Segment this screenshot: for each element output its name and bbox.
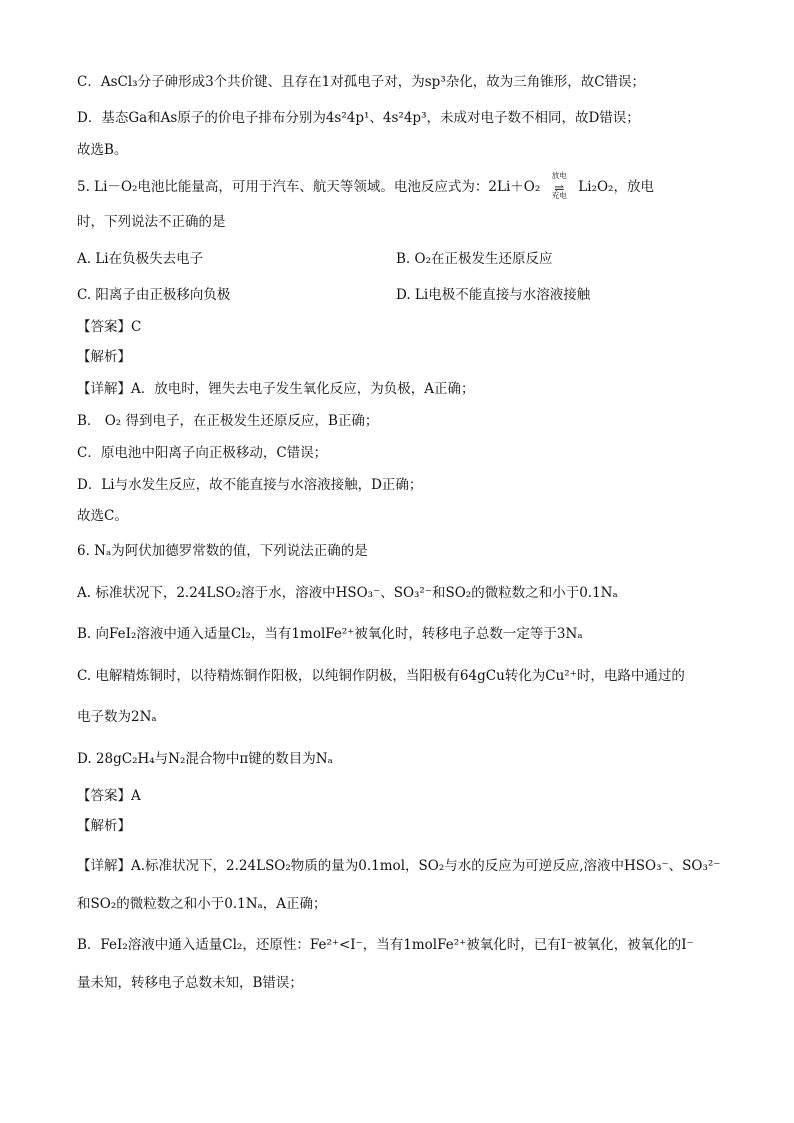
- q5-detail-c: C．原电池中阳离子向正极移动，C错误；: [77, 445, 328, 461]
- q6-option-a: A. 标准状况下，2.24LSO₂溶于水，溶液中HSO₃⁻、SO₃²⁻和SO₂的微粒数之和小于0.1Nₐ: [77, 585, 618, 601]
- q6-option-d: D. 28gC₂H₄与N₂混合物中π键的数目为Nₐ: [77, 751, 333, 767]
- q6-option-c-cont: 电子数为2Nₐ: [77, 709, 157, 725]
- question-5-stem-cont: 时，下列说法不正确的是: [77, 214, 226, 230]
- q5-detail-a: 【详解】A．放电时，锂失去电子发生氧化反应，为负极，A正确；: [77, 381, 475, 397]
- q5-conclusion: 故选C。: [77, 508, 128, 524]
- q5-answer: 【答案】C: [77, 319, 142, 335]
- q5-option-c: C. 阳离子由正极移向负极: [77, 287, 231, 303]
- q5-option-d: D. Li电极不能直接与水溶液接触: [396, 287, 591, 303]
- q6-option-b: B. 向FeI₂溶液中通入适量Cl₂，当有1molFe²⁺被氧化时，转移电子总数一定等于3Nₐ: [77, 626, 583, 642]
- q6-answer: 【答案】A: [77, 788, 141, 804]
- option-c-explanation: C．AsCl₃分子砷形成3个共价键、且存在1对孤电子对，为sp³杂化，故为三角锥形，故C错误；: [77, 74, 646, 90]
- q5-option-a: A. Li在负极失去电子: [77, 251, 204, 267]
- q5-detail-b: B． O₂ 得到电子，在正极发生还原反应，B正确；: [77, 413, 379, 429]
- option-d-explanation: D．基态Ga和As原子的价电子排布分别为4s²4p¹、4s²4p³，未成对电子数不相同，故D错误；: [77, 110, 640, 126]
- q6-detail-b: B．FeI₂溶液中通入适量Cl₂，还原性：Fe²⁺<I⁻，当有1molFe²⁺被氧化时，已有I⁻被氧化，被氧化的I⁻: [77, 937, 694, 953]
- q5-detail-d: D．Li与水发生反应，故不能直接与水溶液接触，D正确；: [77, 477, 423, 493]
- q5-option-b: B. O₂在正极发生还原反应: [396, 251, 553, 267]
- conclusion-b: 故选B。: [77, 142, 128, 158]
- q6-analysis-heading: 【解析】: [77, 818, 131, 834]
- q6-detail-b-cont: 量未知，转移电子总数未知，B错误；: [77, 975, 303, 991]
- question-6-stem: 6. Nₐ为阿伏加德罗常数的值，下列说法正确的是: [77, 543, 368, 559]
- q6-detail-a: 【详解】A.标准状况下，2.24LSO₂物质的量为0.1mol，SO₂与水的反应为可逆反应,溶液中HSO₃⁻、SO₃²⁻: [77, 858, 721, 874]
- q5-analysis-heading: 【解析】: [77, 349, 131, 365]
- q6-option-c: C. 电解精炼铜时，以待精炼铜作阳极，以纯铜作阴极，当阳极有64gCu转化为Cu²⁺时，电路中通过的: [77, 668, 685, 684]
- q6-detail-a-cont: 和SO₂的微粒数之和小于0.1Nₐ，A正确；: [77, 896, 327, 912]
- reversible-arrow: 放电 ⇌ 充电: [551, 170, 567, 200]
- question-5-stem: 5. Li－O₂电池比能量高，可用于汽车、航天等领域。电池反应式为：2Li＋O₂ 放电 ⇌ 充电 Li₂O₂，放电: [77, 170, 654, 200]
